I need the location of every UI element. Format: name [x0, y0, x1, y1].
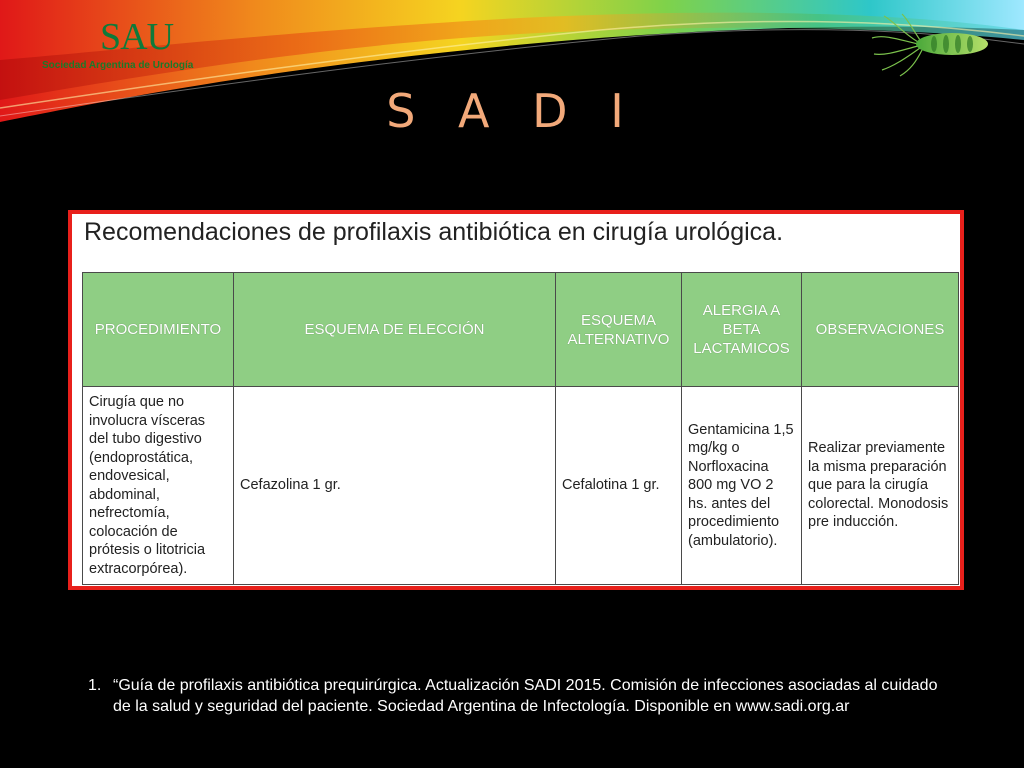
column-header: PROCEDIMIENTO — [83, 273, 234, 387]
table-row — [83, 387, 959, 585]
cell-alternativo: Cefalotina 1 gr. — [556, 387, 682, 585]
logo-text: Sociedad Argentina de Urología — [42, 60, 194, 71]
slide-title: S A D I — [386, 84, 638, 138]
cell-observaciones: Realizar previamente la misma preparación que para la cirugía colorectal. Monodosis pre inducción. — [802, 387, 959, 585]
table-header-row — [83, 273, 959, 387]
recommendations-table — [82, 272, 959, 585]
cell-eleccion: Cefazolina 1 gr. — [234, 387, 556, 585]
footnote — [88, 675, 948, 717]
card-title: Recomendaciones de profilaxis antibiótica en cirugía urológica. — [84, 218, 784, 246]
sau-logo — [42, 14, 242, 76]
footnote-text: “Guía de profilaxis antibiótica prequirúrgica. Actualización SADI 2015. Comisión de infecciones asociadas al cuidado de la salud y seguridad del paciente. Sociedad Argentina de Infectología. Disponible en www.sadi.org.ar — [113, 677, 938, 715]
logo-mark: SAU — [100, 16, 174, 58]
cell-alergia: Gentamicina 1,5 mg/kg o Norfloxacina 800 mg VO 2 hs. antes del procedimiento (ambulatorio). — [682, 387, 802, 585]
column-header: ALERGIA A BETA LACTAMICOS — [682, 273, 802, 387]
column-header: OBSERVACIONES — [802, 273, 959, 387]
cell-procedimiento: Cirugía que no involucra vísceras del tubo digestivo (endoprostática, endovesical, abdominal, nefrectomía, colocación de prótesis o litotricia extracorpórea). — [83, 387, 234, 585]
recommendations-card — [68, 210, 964, 590]
bacterium-icon — [862, 12, 990, 78]
column-header: ESQUEMA ALTERNATIVO — [556, 273, 682, 387]
column-header: ESQUEMA DE ELECCIÓN — [234, 273, 556, 387]
footnote-number: 1. — [88, 677, 102, 694]
